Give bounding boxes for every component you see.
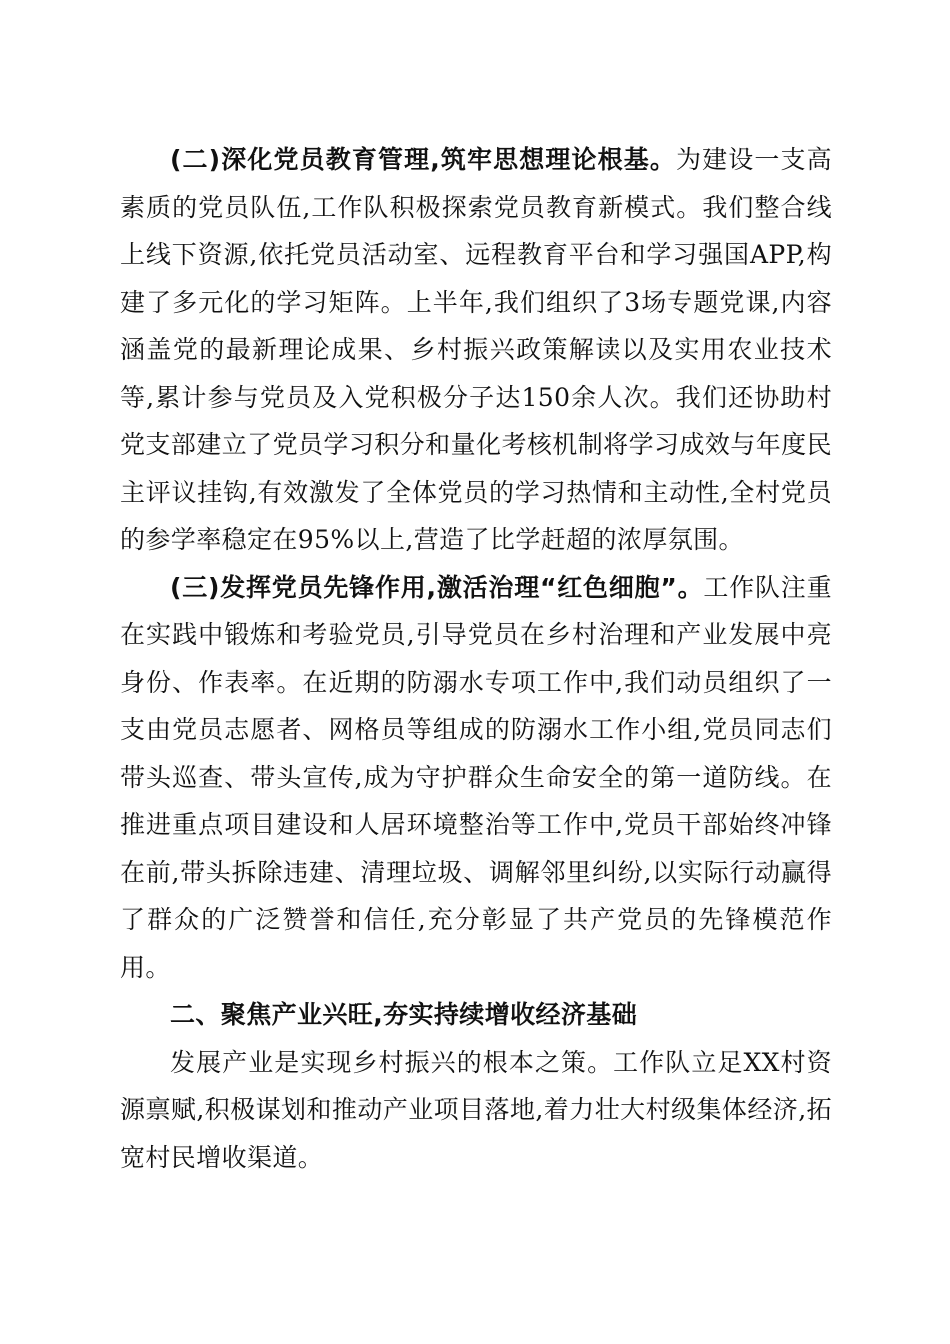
paragraph-lead-heading: (三)发挥党员先锋作用,激活治理“红色细胞”。 xyxy=(170,572,704,602)
paragraph-lead-heading: (二)深化党员教育管理,筑牢思想理论根基。 xyxy=(170,145,676,174)
paragraph-text: 工作队注重在实践中锻炼和考验党员,引导党员在乡村治理和产业发展中亮身份、作表率。在近期的防溺水专项工作中,我们动员组织了一支由党员志愿者、网格员等组成的防溺水工作小组,党员同志们带头巡查、带头宣传,成为守护群众生命安全的第一道防线。在推进重点项目建设和人居环境整治等工作中,党员干部始终冲锋在前,带头拆除违建、清理垃圾、调解邻里纠纷,以实际行动赢得了群众的广泛赞誉和信任,充分彰显了共产党员的先锋模范作用。 xyxy=(120,572,832,982)
paragraph-party-education xyxy=(120,136,832,564)
paragraph-industry: 发展产业是实现乡村振兴的根本之策。工作队立足XX村资源禀赋,积极谋划和推动产业项目落地,着力壮大村级集体经济,拓宽村民增收渠道。 xyxy=(120,1047,832,1172)
section-heading: 二、聚焦产业兴旺,夯实持续增收经济基础 xyxy=(170,1000,638,1029)
paragraph-text: 为建设一支高素质的党员队伍,工作队积极探索党员教育新模式。我们整合线上线下资源,依托党员活动室、远程教育平台和学习强国APP,构建了多元化的学习矩阵。上半年,我们组织了3场专题党课,内容涵盖党的最新理论成果、乡村振兴政策解读以及实用农业技术等,累计参与党员及入党积极分子达150余人次。我们还协助村党支部建立了党员学习积分和量化考核机制将学习成效与年度民主评议挂钩,有效激发了全体党员的学习热情和主动性,全村党员的参学率稳定在95%以上,营造了比学赶超的浓厚氛围。 xyxy=(120,145,832,554)
document-body xyxy=(120,136,832,1181)
paragraph-party-vanguard xyxy=(120,564,832,992)
